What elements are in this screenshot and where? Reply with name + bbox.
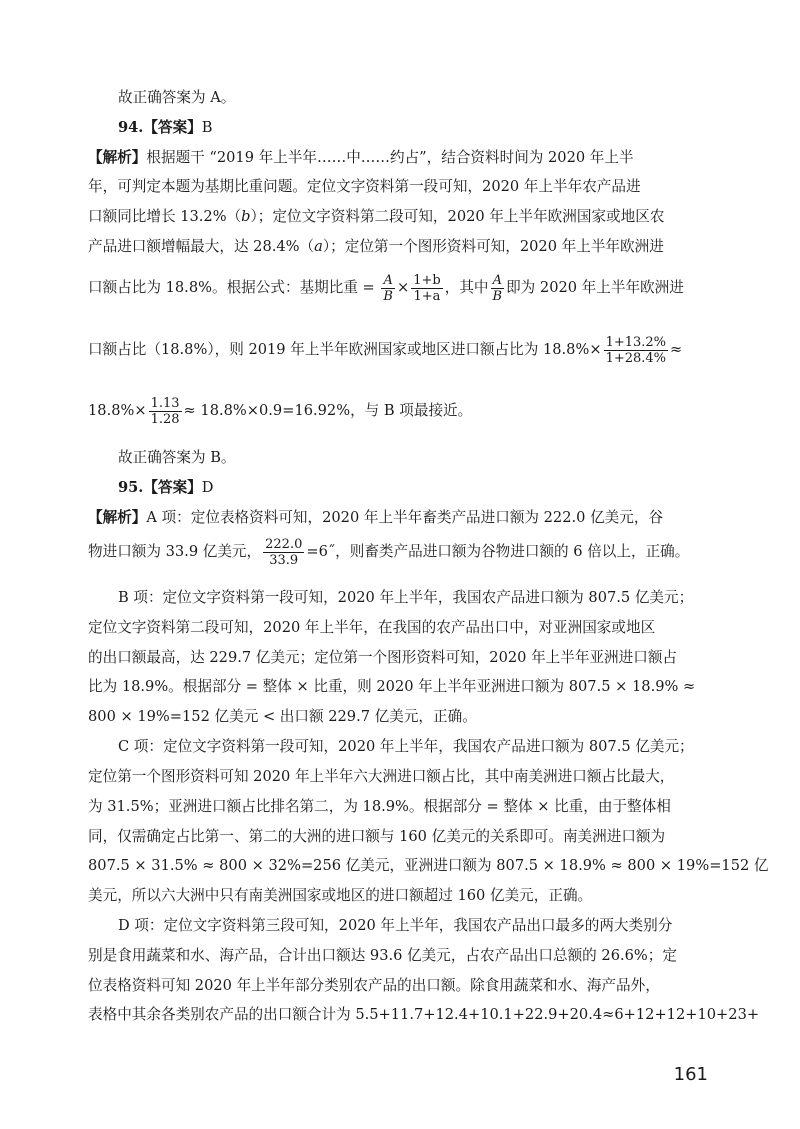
q95-answer: D bbox=[201, 479, 214, 496]
q94-calc-line-1: 口额占比（18.8%），则 2019 年上半年欧洲国家或地区进口额占比为 18.8%× $\frac{1+13.2\%}{1+28.4\%}$ ≈ bbox=[88, 334, 683, 366]
q95-option-c-line-2: 定位第一个图形资料可知 2020 年上半年六大洲进口额占比，其中南美洲进口额占比最大， bbox=[88, 768, 675, 785]
q94-answer-line bbox=[118, 118, 722, 138]
q95-option-b-line-4: 比为 18.9%。根据部分 = 整体 × 比重，则 2020 年上半年亚洲进口额为 807.5 × 18.9% ≈ bbox=[88, 678, 696, 695]
q94-calc-line-2: 18.8%× $\frac{1.13}{1.28}$ ≈ 18.8%×0.9=16.92%，与 B 项最接近。 bbox=[88, 395, 473, 427]
q94-analysis-line-1: 【解析】根据题干 “2019 年上半年……中……约占”，结合资料时间为 2020 年上半 bbox=[88, 149, 634, 166]
q95-option-d-line-1: D 项：定位文字资料第三段可知，2020 年上半年，我国农产品出口最多的两大类别分 bbox=[118, 917, 673, 934]
q95-answer-label: 【答案】 bbox=[143, 479, 202, 496]
fraction-livestock-grain: $\frac{222.0}{33.9}$ bbox=[265, 536, 303, 568]
q94-number: 94. bbox=[118, 119, 144, 136]
q94-analysis-line-3: 口额同比增长 13.2%（b）；定位文字资料第二段可知，2020 年上半年欧洲国家或地区农 bbox=[88, 208, 665, 225]
q94-answer: B bbox=[201, 119, 213, 136]
q95-option-b-line-2: 定位文字资料第二段可知，2020 年上半年，在我国的农产品出口中，对亚洲国家或地区 bbox=[88, 619, 656, 636]
q95-number: 95. bbox=[118, 479, 144, 496]
q94-analysis-label: 【解析】 bbox=[88, 149, 147, 166]
q95-option-b-line-3: 的出口额最高，达 229.7 亿美元；定位第一个图形资料可知，2020 年上半年亚洲进口额占 bbox=[88, 649, 678, 666]
q95-analysis-label: 【解析】 bbox=[88, 509, 147, 526]
q94-conclusion: 故正确答案为 B。 bbox=[118, 449, 236, 466]
fraction-a-over-b: $\frac{A}{B}$ bbox=[383, 272, 393, 304]
q95-option-d-line-2: 别是食用蔬菜和水、海产品，合计出口额达 93.6 亿美元，占农产品出口总额的 26.6%；定 bbox=[88, 947, 677, 964]
fraction-a-over-b-2: $\frac{A}{B}$ bbox=[492, 272, 503, 304]
q95-option-a-line-1: 【解析】A 项：定位表格资料可知，2020 年上半年畜类产品进口额为 222.0 亿美元，谷 bbox=[88, 509, 664, 526]
q95-answer-line bbox=[118, 478, 722, 498]
q94-answer-label: 【答案】 bbox=[143, 119, 202, 136]
q95-option-c-line-3: 为 31.5%；亚洲进口额占比排名第二，为 18.9%。根据部分 = 整体 × 比重，由于整体相 bbox=[88, 798, 671, 815]
q95-option-b-line-1: B 项：定位文字资料第一段可知，2020 年上半年，我国农产品进口额为 807.5 亿美元； bbox=[118, 589, 694, 606]
page-number: 161 bbox=[673, 1064, 708, 1085]
q94-analysis-line-4: 产品进口额增幅最大，达 28.4%（a）；定位第一个图形资料可知，2020 年上半年欧洲进 bbox=[88, 238, 664, 255]
q95-option-b-line-5: 800 × 19%=152 亿美元 < 出口额 229.7 亿美元，正确。 bbox=[88, 708, 477, 725]
q94-formula-line: 口额占比为 18.8%。根据公式：基期比重 = $\frac{A}{B}$ × $\frac{1+b}{1+a}$ ，其中 $\frac{A}{B}$ 即为 2020 年上半年欧洲进 bbox=[88, 272, 684, 304]
q95-option-a-line-2: 物进口额为 33.9 亿美元， $\frac{222.0}{33.9}$ =6˝，则畜类产品进口额为谷物进口额的 6 倍以上，正确。 bbox=[88, 536, 690, 568]
fraction-growth-values: $\frac{1+13.2\%}{1+28.4\%}$ bbox=[605, 334, 667, 366]
q94-analysis-line-2: 年，可判定本题为基期比重问题。定位文字资料第一段可知，2020 年上半年农产品进 bbox=[88, 178, 641, 195]
q95-option-c-line-4: 同，仅需确定占比第一、第二的大洲的进口额与 160 亿美元的关系即可。南美洲进口额为 bbox=[88, 828, 666, 845]
q95-option-d-line-3: 位表格资料可知 2020 年上半年部分类别农产品的出口额。除食用蔬菜和水、海产品外， bbox=[88, 977, 660, 994]
q95-option-c-line-1: C 项：定位文字资料第一段可知，2020 年上半年，我国农产品进口额为 807.5 亿美元； bbox=[118, 738, 694, 755]
fraction-growth: $\frac{1+b}{1+a}$ bbox=[413, 272, 441, 304]
q95-option-d-line-4: 表格中其余各类别农产品的出口额合计为 5.5+11.7+12.4+10.1+22.9+20.4≈6+12+12+10+23+ bbox=[88, 1006, 760, 1023]
q93-conclusion: 故正确答案为 A。 bbox=[118, 89, 236, 106]
q95-option-c-line-5: 807.5 × 31.5% ≈ 800 × 32%=256 亿美元，亚洲进口额为 807.5 × 18.9% ≈ 800 × 19%=152 亿 bbox=[88, 857, 769, 874]
fraction-approx: $\frac{1.13}{1.28}$ bbox=[150, 395, 180, 427]
q95-option-c-line-6: 美元，所以六大洲中只有南美洲国家或地区的进口额超过 160 亿美元，正确。 bbox=[88, 887, 593, 904]
